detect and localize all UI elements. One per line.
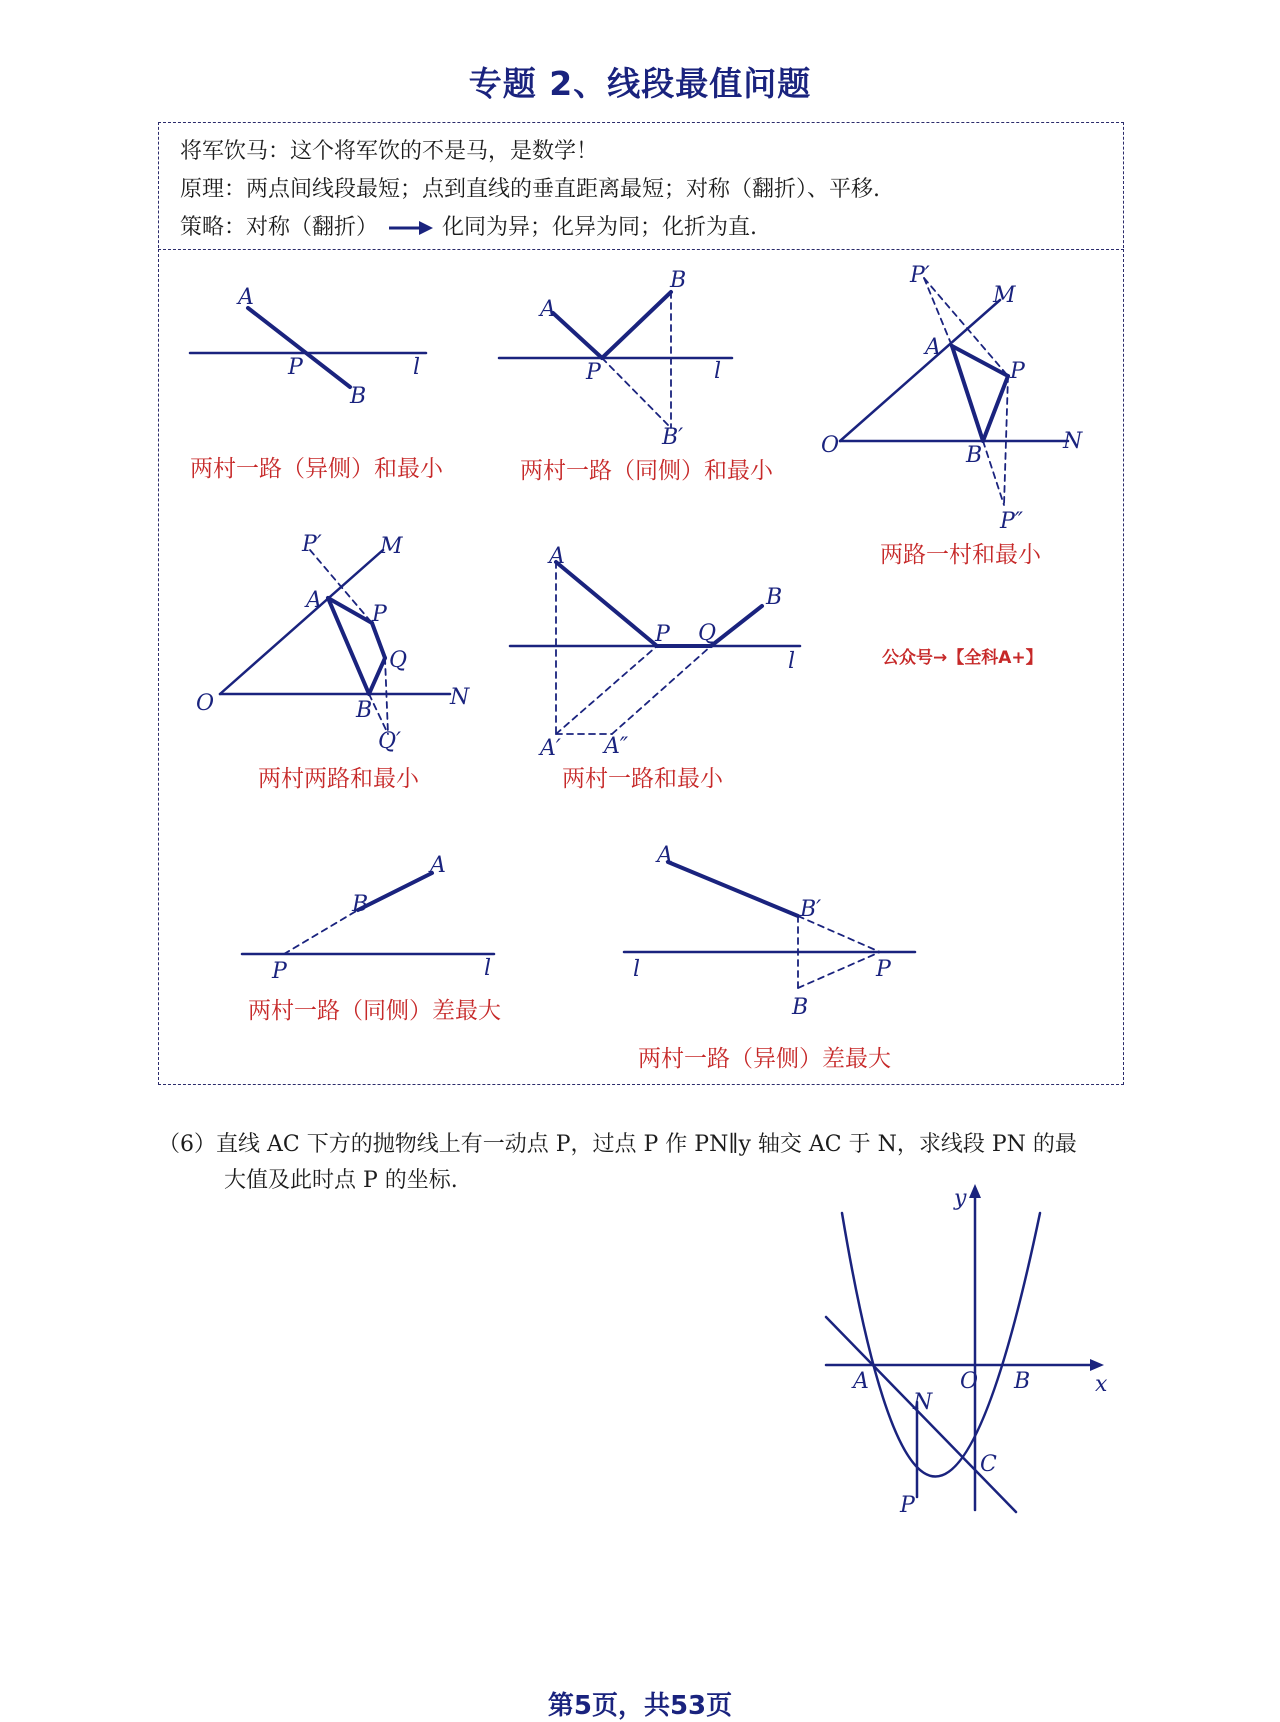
parabola-label-y: y [954,1186,967,1211]
caption-figure-5: 两村一路和最小 [562,766,723,792]
figure-2 [499,292,732,428]
fig5-label-Q: Q [698,621,717,646]
fig2-label-P: P [586,360,601,385]
parabola-label-C: C [980,1452,997,1477]
fig3-label-B: B [966,443,983,468]
parabola-label-x: x [1095,1372,1108,1397]
fig5-label-P: P [655,622,670,647]
figure-3 [840,278,1068,505]
fig5-label-l: l [788,649,796,674]
figure-1 [190,308,426,387]
caption-figure-1: 两村一路（异侧）和最小 [190,456,443,482]
fig5-label-A: A [549,544,565,569]
parabola-label-N: N [913,1390,933,1415]
fig4-label-M: M [380,534,403,559]
question-line-2: 大值及此时点 P 的坐标. [224,1168,458,1193]
fig1-label-B: B [350,384,367,409]
fig6-label-A: A [430,853,446,878]
fig7-label-l: l [633,957,641,982]
fig4-label-P: P [372,602,387,627]
fig4-label-N: N [450,685,470,710]
fig6-label-B: B [352,892,369,917]
fig2-label-l: l [714,359,722,384]
parabola-label-O: O [960,1369,979,1394]
fig1-label-l: l [413,355,421,380]
fig5-label-Adouble: A″ [604,734,629,759]
figure-7 [624,862,915,988]
fig4-label-A: A [306,588,322,613]
caption-figure-6: 两村一路（同侧）差最大 [248,998,501,1024]
caption-figure-4: 两村两路和最小 [258,766,419,792]
fig4-label-Pprime: P′ [302,532,322,557]
fig6-label-P: P [272,959,287,984]
fig3-label-N: N [1063,429,1083,454]
fig2-label-B: B [670,268,687,293]
parabola-label-P: P [900,1493,915,1518]
fig4-label-B: B [356,698,373,723]
question-text [158,1127,1148,1199]
fig4-label-O: O [196,691,215,716]
caption-figure-7: 两村一路（异侧）差最大 [638,1046,891,1072]
publisher-note: 公众号→【全科A+】 [882,648,1043,668]
fig7-label-Bprime: B′ [800,897,822,922]
parabola-label-A: A [853,1369,869,1394]
caption-figure-2: 两村一路（同侧）和最小 [520,458,773,484]
fig3-label-P: P [1010,359,1025,384]
fig5-label-B: B [766,585,783,610]
intro-line-1: 将军饮马：这个将军饮的不是马，是数学！ [180,139,599,164]
fig3-label-O: O [821,433,840,458]
fig1-label-P: P [288,355,303,380]
intro-line-3-suffix: 化同为异；化异为同；化折为直. [442,215,758,240]
fig2-label-Bprime: B′ [662,425,684,450]
fig6-label-l: l [484,956,492,981]
fig3-label-Pprime: P′ [910,263,930,288]
fig7-label-A: A [657,843,673,868]
fig7-label-B: B [792,995,809,1020]
fig7-label-P: P [876,957,891,982]
fig3-label-M: M [993,283,1016,308]
page-title: 专题 2、线段最值问题 [468,64,812,103]
fig3-label-Pdouble: P″ [1000,509,1024,534]
figure-5 [510,562,800,734]
intro-line-3-prefix: 策略：对称（翻折） [180,215,379,240]
fig4-label-Qprime: Q′ [378,729,402,754]
page-footer: 第5页，共53页 [547,1691,733,1721]
fig3-label-A: A [925,335,941,360]
fig1-label-A: A [238,285,254,310]
intro-line-2: 原理：两点间线段最短；点到直线的垂直距离最短；对称（翻折）、平移. [180,177,880,202]
figure-4 [220,550,450,734]
question-line-1: （6）直线 AC 下方的抛物线上有一动点 P，过点 P 作 PN∥y 轴交 AC 于 N，求线段 PN 的最 [158,1132,1077,1157]
caption-figure-3: 两路一村和最小 [880,542,1041,568]
fig5-label-Aprime: A′ [540,736,561,761]
fig2-label-A: A [540,297,556,322]
fig4-label-Q: Q [389,648,408,673]
parabola-figure [826,1184,1104,1512]
parabola-label-B: B [1014,1369,1031,1394]
